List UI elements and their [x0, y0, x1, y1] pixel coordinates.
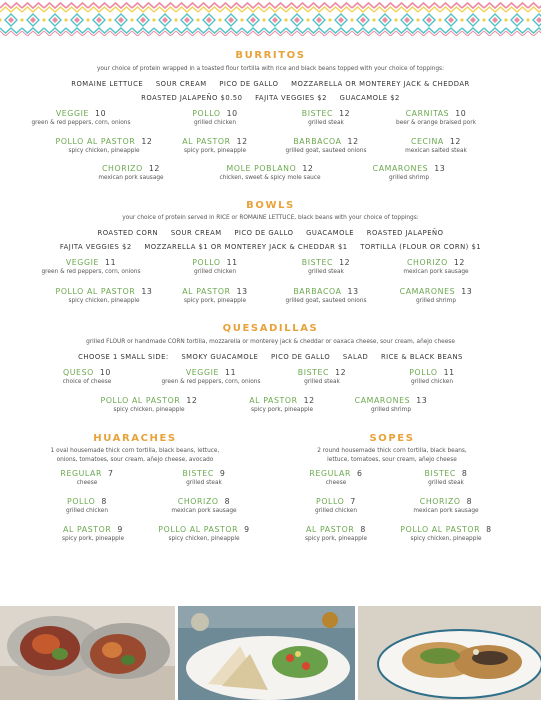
menu-item: [27, 368, 147, 385]
item-name: POLLO: [316, 497, 345, 506]
item-name: VEGGIE: [65, 258, 100, 267]
topping: SOUR CREAM: [170, 229, 222, 237]
burritos-title: BURRITOS: [235, 50, 306, 61]
item-price: 8: [461, 469, 468, 478]
item-name: CAMARONES: [399, 287, 456, 296]
item-description: spicy pork, pineapple: [183, 148, 247, 154]
item-name: POLLO: [192, 109, 221, 118]
item-name: POLLO: [409, 368, 438, 377]
item-description: green & red peppers, corn, onions: [161, 379, 261, 385]
item-name: VEGGIE: [185, 368, 220, 377]
menu-item: [89, 396, 209, 413]
item-price: 12: [148, 164, 160, 173]
item-price: 11: [443, 368, 455, 377]
item-price: 12: [449, 137, 461, 146]
item-description: mexican pork sausage: [413, 508, 479, 514]
item-price: 11: [226, 258, 238, 267]
side-option: SMOKY GUACAMOLE: [181, 353, 259, 361]
item-description: choice of cheese: [62, 379, 112, 385]
topping: ROASTED JALAPEÑO $0.50: [141, 94, 243, 102]
item-name: BARBACOA: [293, 287, 342, 296]
subtitle-line: lettuce, tomatoes, sour cream, añejo cheese: [327, 457, 457, 463]
item-description: grilled shrimp: [389, 175, 429, 181]
side-option: PICO DE GALLO: [271, 353, 331, 361]
side-option: SALAD: [342, 353, 369, 361]
burritos-subtitle: your choice of protein wrapped in a toasted flour tortilla with rice and black beans topped with your choice of toppings:: [96, 66, 445, 72]
item-price: 12: [335, 368, 347, 377]
item-name: POLLO: [67, 497, 96, 506]
topping: ROASTED JALAPEÑO: [366, 229, 444, 237]
item-price: 13: [236, 287, 248, 296]
menu-item: [27, 469, 147, 486]
item-price: 10: [99, 368, 111, 377]
item-description: chicken, sweet & spicy mole sauce: [219, 175, 321, 181]
item-description: spicy chicken, pineapple: [68, 148, 140, 154]
item-price: 10: [455, 109, 467, 118]
quesadillas-sides: [0, 353, 541, 361]
item-description: spicy chicken, pineapple: [168, 536, 240, 542]
item-description: grilled chicken: [65, 508, 109, 514]
topping: ROMAINE LETTUCE: [71, 80, 144, 88]
menu-item: [349, 164, 469, 181]
item-price: 8: [224, 497, 231, 506]
decorative-top-border: [0, 0, 541, 36]
item-description: green & red peppers, corn, onions: [31, 120, 131, 126]
item-price: 12: [186, 396, 198, 405]
menu-item: [266, 258, 386, 275]
huaraches-title: HUARACHES: [93, 433, 177, 444]
item-name: POLLO AL PASTOR: [55, 137, 136, 146]
subtitle-line: 1 oval housemade thick corn tortilla, black beans, lettuce,: [50, 448, 220, 454]
menu-item: [331, 396, 451, 413]
item-price: 12: [141, 137, 153, 146]
item-description: grilled chicken: [193, 269, 237, 275]
item-price: 12: [339, 258, 351, 267]
item-name: CAMARONES: [372, 164, 429, 173]
item-price: 11: [105, 258, 117, 267]
menu-item: [210, 164, 330, 181]
item-description: cheese: [325, 480, 347, 486]
item-name: CECINA: [410, 137, 444, 146]
menu-item: [71, 164, 191, 181]
menu-item: [276, 497, 396, 514]
menu-item: [386, 525, 506, 542]
topping: FAJITA VEGGIES $2: [59, 243, 132, 251]
item-name: CHORIZO: [177, 497, 219, 506]
menu-item: [31, 258, 151, 275]
menu-item: [155, 258, 275, 275]
item-name: AL PASTOR: [63, 525, 112, 534]
item-description: mexican pork sausage: [403, 269, 469, 275]
menu-item: [376, 137, 496, 154]
menu-item: [372, 368, 492, 385]
item-price: 13: [416, 396, 428, 405]
item-price: 12: [236, 137, 248, 146]
burritos-toppings-row1: [0, 80, 541, 88]
menu-item: [386, 497, 506, 514]
topping: PICO DE GALLO: [219, 80, 279, 88]
item-name: VEGGIE: [55, 109, 90, 118]
menu-item: [151, 368, 271, 385]
item-description: grilled chicken: [410, 379, 454, 385]
item-price: 9: [219, 469, 226, 478]
quesadillas-subtitle: grilled FLOUR or handmade CORN tortilla, mozzarella or monterey jack & cheddar or oaxaca cheese, sour cream, añejo cheese: [86, 339, 455, 345]
item-price: 7: [108, 469, 114, 478]
item-description: spicy pork, pineapple: [183, 298, 247, 304]
burrito-photo: [0, 606, 175, 700]
item-price: 8: [486, 525, 492, 534]
item-price: 11: [225, 368, 237, 377]
subtitle-line: onions, tomatoes, sour cream, añejo cheese, avocado: [56, 457, 214, 463]
item-description: grilled shrimp: [371, 407, 411, 413]
bowls-toppings-row1: [0, 229, 541, 237]
quesadilla-salad-photo: [178, 606, 355, 700]
item-price: 13: [347, 287, 359, 296]
huaraches-subtitle: [15, 447, 255, 465]
menu-item: [21, 109, 141, 126]
bowls-subtitle: your choice of protein served in RICE or ROMAINE LETTUCE, black beans with your choice of toppings:: [122, 215, 419, 221]
item-price: 8: [466, 497, 473, 506]
item-price: 12: [303, 396, 315, 405]
item-description: mexican pork sausage: [171, 508, 237, 514]
topping: GUACAMOLE $2: [339, 94, 400, 102]
menu-item: [222, 396, 342, 413]
item-description: grilled goat, sauteed onions: [285, 298, 367, 304]
item-name: POLLO AL PASTOR: [55, 287, 136, 296]
item-name: POLLO AL PASTOR: [158, 525, 239, 534]
item-name: REGULAR: [309, 469, 351, 478]
item-description: grilled steak: [186, 480, 222, 486]
item-name: POLLO AL PASTOR: [400, 525, 481, 534]
item-price: 13: [461, 287, 473, 296]
item-description: mexican salted steak: [405, 148, 467, 154]
item-price: 10: [226, 109, 238, 118]
menu-item: [376, 109, 496, 126]
menu-item: [266, 109, 386, 126]
item-price: 13: [434, 164, 446, 173]
item-description: cheese: [76, 480, 98, 486]
item-price: 8: [360, 525, 366, 534]
topping: FAJITA VEGGIES $2: [255, 94, 327, 102]
topping: TORTILLA (FLOUR OR CORN) $1: [360, 243, 482, 251]
item-name: BISTEC: [182, 469, 214, 478]
item-price: 12: [302, 164, 314, 173]
item-description: grilled steak: [308, 120, 344, 126]
item-name: POLLO: [192, 258, 221, 267]
menu-item: [386, 469, 506, 486]
item-description: green & red peppers, corn, onions: [41, 269, 141, 275]
item-name: CAMARONES: [354, 396, 411, 405]
menu-item: [44, 137, 164, 154]
bowls-toppings-row2: [0, 243, 541, 251]
menu-item: [376, 287, 496, 304]
item-description: spicy chicken, pineapple: [410, 536, 482, 542]
item-price: 10: [95, 109, 107, 118]
menu-item: [155, 137, 275, 154]
item-price: 7: [350, 497, 356, 506]
item-description: spicy pork, pineapple: [304, 536, 368, 542]
item-name: CHORIZO: [419, 497, 461, 506]
menu-item: [266, 287, 386, 304]
item-name: BISTEC: [301, 258, 334, 267]
item-price: 9: [244, 525, 250, 534]
menu-item: [144, 497, 264, 514]
topping: MOZZARELLA OR MONTEREY JACK & CHEDDAR: [291, 80, 470, 88]
item-name: POLLO AL PASTOR: [100, 396, 181, 405]
item-description: grilled shrimp: [416, 298, 456, 304]
item-description: spicy pork, pineapple: [61, 536, 125, 542]
item-name: CHORIZO: [102, 164, 143, 173]
topping: PICO DE GALLO: [234, 229, 294, 237]
item-name: BISTEC: [424, 469, 456, 478]
item-price: 13: [141, 287, 153, 296]
item-price: 12: [347, 137, 359, 146]
subtitle-line: 2 round housemade thick corn tortilla, black beans,: [317, 448, 467, 454]
item-description: grilled goat, sauteed onions: [285, 148, 367, 154]
menu-item: [27, 497, 147, 514]
item-description: grilled chicken: [193, 120, 237, 126]
item-description: grilled steak: [428, 480, 464, 486]
item-description: spicy chicken, pineapple: [113, 407, 185, 413]
menu-item: [276, 525, 396, 542]
food-photos: [0, 606, 541, 700]
menu-item: [262, 368, 382, 385]
item-price: 8: [101, 497, 107, 506]
item-name: QUESO: [63, 368, 94, 377]
side-option: RICE & BLACK BEANS: [380, 353, 463, 361]
bowls-title: BOWLS: [246, 200, 295, 211]
sides-label: CHOOSE 1 SMALL SIDE:: [78, 353, 169, 361]
menu-item: [376, 258, 496, 275]
item-description: beer & orange braised pork: [396, 120, 476, 126]
topping: MOZZARELLA $1 OR MONTEREY JACK & CHEDDAR $1: [144, 243, 348, 251]
item-price: 9: [117, 525, 123, 534]
sopes-subtitle: [272, 447, 512, 465]
item-name: AL PASTOR: [249, 396, 298, 405]
sopes-title: SOPES: [369, 433, 415, 444]
item-name: CARNITAS: [405, 109, 450, 118]
menu-item: [266, 137, 386, 154]
item-price: 12: [339, 109, 351, 118]
item-description: mexican pork sausage: [98, 175, 164, 181]
item-name: MOLE POBLANO: [226, 164, 297, 173]
item-name: BISTEC: [301, 109, 334, 118]
menu-item: [144, 469, 264, 486]
item-price: 6: [357, 469, 363, 478]
burritos-toppings-row2: [0, 94, 541, 102]
topping: ROASTED CORN: [97, 229, 159, 237]
quesadillas-title: QUESADILLAS: [222, 323, 319, 334]
item-description: spicy pork, pineapple: [250, 407, 314, 413]
topping: SOUR CREAM: [155, 80, 207, 88]
huarache-plate-photo: [358, 606, 541, 700]
item-name: REGULAR: [60, 469, 102, 478]
item-name: BISTEC: [297, 368, 330, 377]
menu-item: [44, 287, 164, 304]
item-price: 12: [453, 258, 465, 267]
item-description: spicy chicken, pineapple: [68, 298, 140, 304]
menu-item: [276, 469, 396, 486]
menu-item: [155, 287, 275, 304]
menu-item: [33, 525, 153, 542]
item-name: BARBACOA: [293, 137, 342, 146]
menu-item: [155, 109, 275, 126]
item-description: grilled steak: [304, 379, 340, 385]
item-description: grilled steak: [308, 269, 344, 275]
topping: GUACAMOLE: [306, 229, 355, 237]
menu-item: [144, 525, 264, 542]
item-name: AL PASTOR: [306, 525, 355, 534]
item-description: grilled chicken: [314, 508, 358, 514]
item-name: AL PASTOR: [182, 137, 231, 146]
item-name: AL PASTOR: [182, 287, 231, 296]
item-name: CHORIZO: [407, 258, 448, 267]
